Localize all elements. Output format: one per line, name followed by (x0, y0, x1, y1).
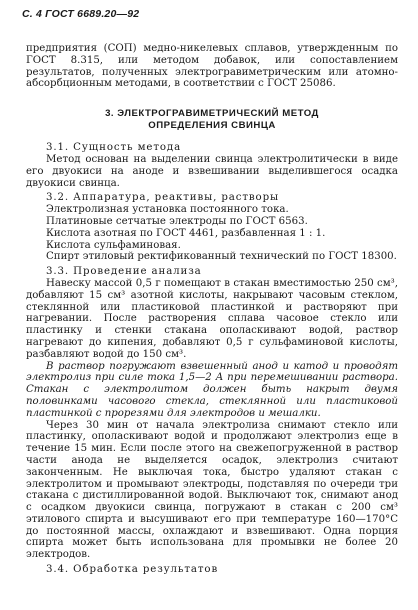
section-title-line2: ОПРЕДЕЛЕНИЯ СВИНЦА (148, 120, 276, 132)
subsection-heading-3-3: 3.3. Проведение анализа (46, 266, 202, 278)
document-body (26, 43, 398, 576)
page-header: С. 4 ГОСТ 6689.20—92 (22, 8, 140, 20)
procedure-paragraph-2: В раствор погружают взвешенный анод и катод и проводят электролиз при силе тока 1,5—2 А при перемешивании раствора. Стакан с электролитом должен быть накрыт двумя половинками часового стекла, стеклянной или пластиковой пластинкой с прорезями для электродов и мешалки. (26, 360, 398, 419)
alcohol-item: Спирт этиловый ректификованный технический по ГОСТ 18300. (46, 251, 397, 263)
section-title (26, 108, 398, 132)
procedure-paragraph-3: Через 30 мин от начала электролиза снимают стекло или пластинку, ополаскивают водой и продолжают электролиз еще в течение 15 мин. Если после этого на свежепогруженной в раствор части анода не выделяется осадок, электролиз считают законченным. Не выключая тока, быстро удаляют стакан с электролитом и промывают электроды, подставляя по очереди три стакана с дистиллированной водой. Выключают ток, снимают анод с осадком двуокиси свинца, погружают в стакан с 200 см³ этилового спирта и высушивают его при температуре 160—170°С до постоянной массы, охлаждают и взвешивают. Одна порция спирта может быть использована для промывки не более 20 электродов. (26, 419, 398, 561)
apparatus-item: Кислота азотная по ГОСТ 4461, разбавленная 1 : 1. (46, 227, 326, 239)
subsection-heading-3-4: 3.4. Обработка результатов (46, 564, 219, 576)
intro-paragraph: предприятия (СОП) медно-никелевых сплавов, утвержденным по ГОСТ 8.315, или методом добавок, или сопоставлением результатов, полученных электрогравиметрическим или атомно-абсорбционным методами, в соответствии с ГОСТ 25086. (26, 43, 398, 90)
section-title-line1: 3. ЭЛЕКТРОГРАВИМЕТРИЧЕСКИЙ МЕТОД (105, 108, 319, 120)
apparatus-item: Платиновые сетчатые электроды по ГОСТ 6563. (46, 215, 308, 227)
apparatus-item: Электролизная установка постоянного тока. (46, 204, 289, 216)
subsection-heading-3-2: 3.2. Аппаратура, реактивы, растворы (46, 192, 280, 204)
subsection-heading-3-1: 3.1. Сущность метода (46, 142, 182, 154)
essence-paragraph: Метод основан на выделении свинца электролитически в виде его двуокиси на аноде и взвешивании выделившегося осадка двуокиси свинца. (26, 153, 398, 189)
apparatus-item: Кислота сульфаминовая. (46, 239, 181, 251)
procedure-paragraph-1: Навеску массой 0,5 г помещают в стакан вместимостью 250 см³, добавляют 15 см³ азотной кислоты, накрывают часовым стеклом, стеклянной или пластиковой пластинкой и растворяют при нагревании. После растворения сплава часовое стекло или пластинку и стенки стакана ополаскивают водой, раствор нагревают до кипения, добавляют 0,5 г сульфаминовой кислоты, разбавляют водой до 150 см³. (26, 277, 398, 360)
